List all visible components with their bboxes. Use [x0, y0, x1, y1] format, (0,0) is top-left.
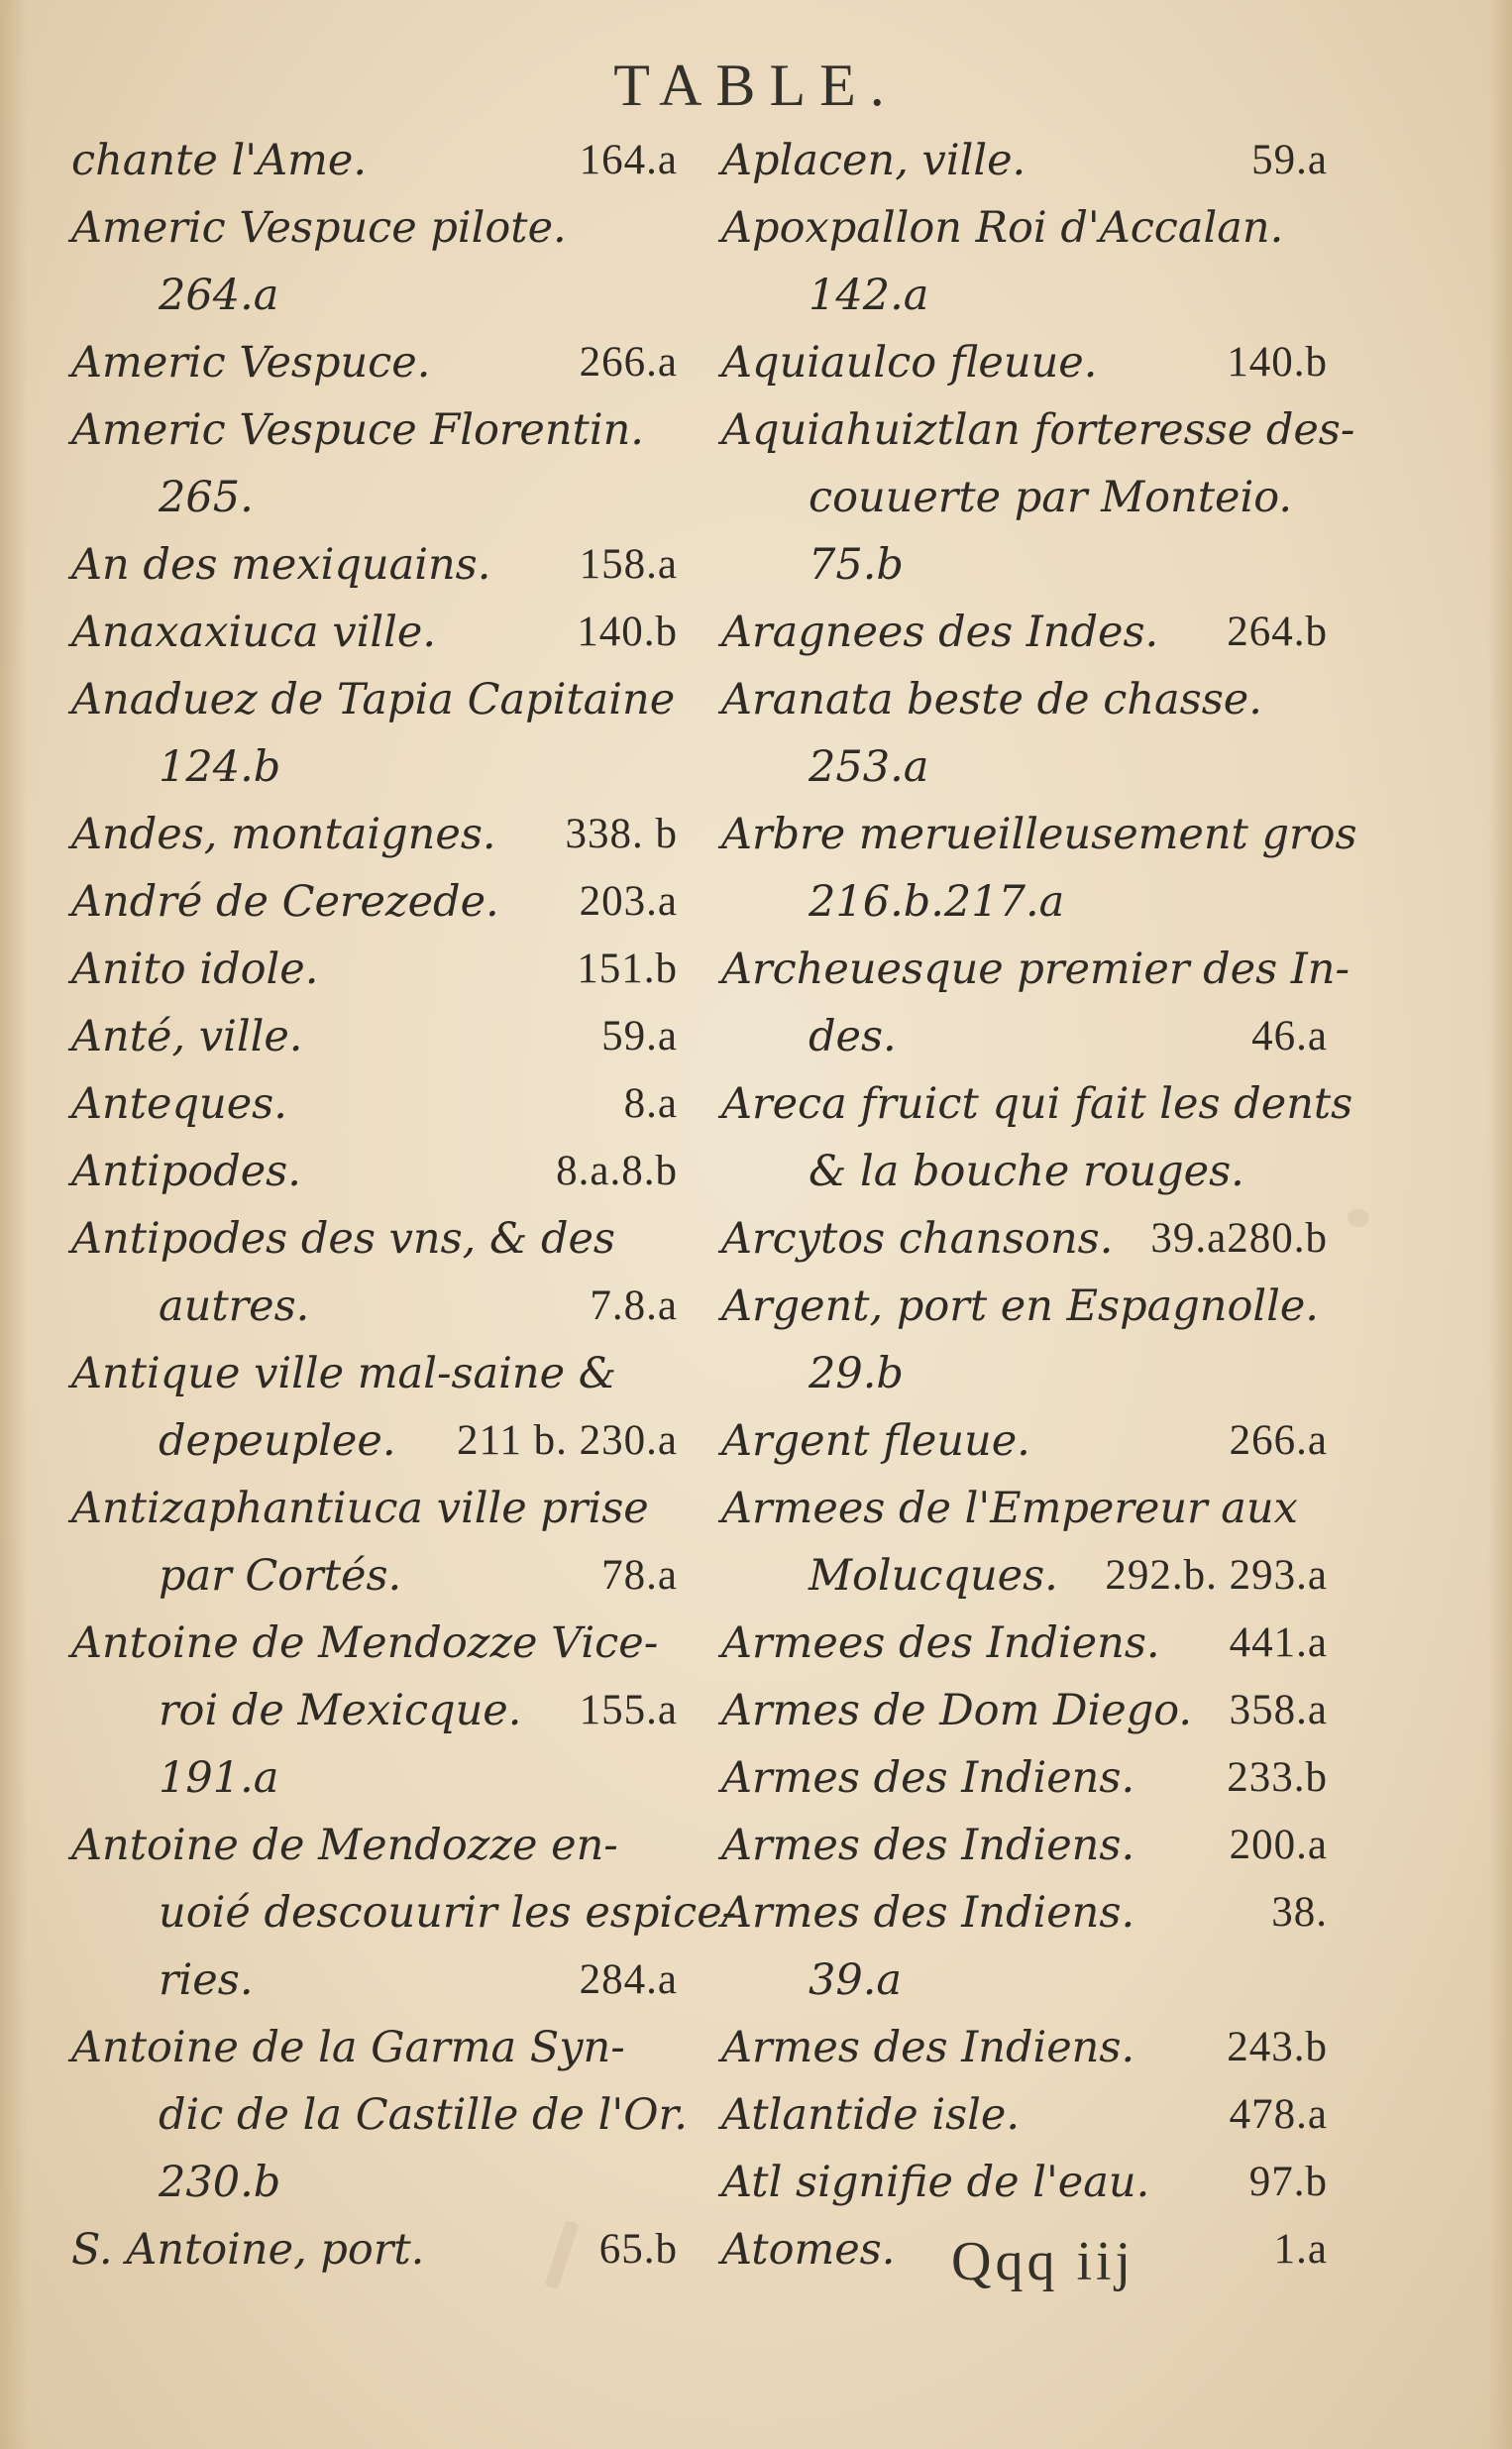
entry-line [721, 1879, 1328, 1947]
entry-text: Areca fruict qui fait les dents [721, 1079, 1353, 1129]
index-entry [721, 127, 1328, 194]
index-entry [71, 2216, 678, 2283]
entry-text: Arbre merueilleusement gros [721, 810, 1357, 859]
index-entry [71, 1475, 678, 1610]
page-reference: 280.b [1227, 1215, 1328, 1262]
entry-line [721, 194, 1328, 262]
page-reference: 151.b [577, 946, 678, 992]
page-reference: 39.a [1150, 1215, 1228, 1262]
entry-continuation-line [721, 1542, 1328, 1610]
index-entry [71, 1003, 678, 1070]
entry-continuation-line [71, 464, 678, 531]
entry-text: 124.b [159, 742, 281, 792]
index-entry [721, 599, 1328, 666]
entry-line [721, 2149, 1328, 2216]
entry-line [71, 194, 678, 262]
entry-continuation-line [71, 2149, 678, 2216]
entry-text: Armes de Dom Diego. [721, 1686, 1193, 1735]
page-reference: 243.b [1227, 2024, 1328, 2070]
entry-line [721, 666, 1328, 733]
entry-text: & la bouche rouges. [809, 1147, 1244, 1196]
entry-continuation-line [721, 1003, 1328, 1070]
page-reference: 97.b [1248, 2159, 1328, 2205]
entry-text: Anito idole. [71, 945, 319, 994]
entry-continuation-line [71, 733, 678, 801]
index-entry [721, 801, 1357, 936]
entry-text: depeuplee. [159, 1416, 396, 1466]
entry-line [721, 801, 1357, 868]
entry-text: Aquiaulco fleuue. [721, 338, 1098, 388]
index-entry [71, 1070, 678, 1138]
page-reference: 46.a [1251, 1013, 1328, 1059]
entry-continuation-line [721, 531, 1328, 599]
entry-text: dic de la Castille de l'Or. [159, 2090, 688, 2140]
index-entry [71, 127, 678, 194]
index-entry [721, 1273, 1328, 1407]
page-reference: 140.b [1227, 339, 1328, 386]
page-reference: 155.a [579, 1687, 678, 1733]
index-entry [721, 2014, 1328, 2081]
page-reference: 59.a [1251, 137, 1328, 183]
entry-text: 265. [159, 473, 254, 522]
index-column-right [721, 127, 1357, 2283]
entry-continuation-line [71, 262, 678, 329]
entry-text: ries. [159, 1955, 254, 2005]
index-entry [721, 2081, 1328, 2149]
entry-text: 191.a [159, 1753, 279, 1803]
entry-text: Antique ville mal-saine & [71, 1349, 617, 1398]
index-entry [71, 329, 678, 396]
entry-line [71, 666, 678, 733]
index-entry [71, 1812, 737, 2014]
entry-line [71, 1812, 678, 1879]
entry-line [71, 1610, 678, 1677]
entry-text: 253.a [809, 742, 929, 792]
index-entry [721, 1475, 1328, 1610]
index-entry [71, 868, 678, 936]
entry-text: Anteques. [71, 1079, 287, 1129]
page-reference: 211 b. 230.a [457, 1417, 678, 1464]
page-reference: 203.a [579, 878, 678, 925]
entry-text: 216.b.217.a [809, 877, 1065, 927]
index-entry [71, 801, 678, 868]
entry-continuation-line [71, 1273, 678, 1340]
entry-text: Anté, ville. [71, 1012, 303, 1061]
entry-line [721, 1475, 1328, 1542]
index-entry [721, 1407, 1328, 1475]
index-entry [721, 1744, 1328, 1812]
page-reference: 8.a [623, 1080, 678, 1127]
entry-text: chante l'Ame. [71, 136, 368, 185]
entry-text: Atomes. [721, 2225, 896, 2275]
entry-text: Anaduez de Tapia Capitaine [71, 675, 676, 724]
entry-text: Antoine de Mendozze Vice- [71, 1618, 659, 1668]
entry-line [71, 936, 678, 1003]
entry-line [721, 329, 1328, 396]
entry-line [721, 2014, 1328, 2081]
entry-line [721, 1812, 1328, 1879]
entry-line [71, 531, 678, 599]
entry-line [721, 1677, 1328, 1744]
index-entry [721, 194, 1328, 329]
index-entry [71, 1610, 678, 1812]
index-entry [71, 666, 678, 801]
entry-line [71, 329, 678, 396]
entry-text: Antipodes des vns, & des [71, 1214, 615, 1264]
page-reference: 59.a [601, 1013, 678, 1059]
page-reference: 233.b [1227, 1754, 1328, 1801]
entry-text: Atl signifie de l'eau. [721, 2158, 1150, 2207]
entry-text: Antoine de la Garma Syn- [71, 2023, 625, 2072]
index-entry [721, 396, 1355, 599]
index-entry [721, 1879, 1328, 2014]
entry-line [71, 1003, 678, 1070]
entry-text: roi de Mexicque. [159, 1686, 522, 1735]
entry-text: 230.b [159, 2158, 281, 2207]
entry-text: S. Antoine, port. [71, 2225, 425, 2275]
entry-line [721, 1273, 1328, 1340]
entry-line [71, 1205, 678, 1273]
entry-continuation-line [71, 1407, 678, 1475]
entry-continuation-line [71, 1947, 678, 2014]
entry-line [71, 1138, 678, 1205]
index-entry [721, 1812, 1328, 1879]
ink-spot [1348, 1209, 1369, 1227]
page-reference: 38. [1271, 1889, 1328, 1936]
entry-text: An des mexiquains. [71, 540, 491, 590]
entry-text: 75.b [809, 540, 904, 590]
entry-text: uoié descouurir les espice- [159, 1888, 737, 1938]
entry-text: 29.b [809, 1349, 904, 1398]
entry-line [721, 1070, 1353, 1138]
entry-text: 264.a [159, 271, 279, 320]
page-reference: 140.b [577, 609, 678, 655]
entry-text: Aplacen, ville. [721, 136, 1026, 185]
entry-text: Armes des Indiens. [721, 1821, 1135, 1870]
page-reference: 8.a.8.b [556, 1148, 678, 1194]
entry-continuation-line [71, 1879, 737, 1947]
index-column-left [71, 127, 737, 2283]
entry-text: 39.a [809, 1955, 903, 2005]
entry-line [71, 396, 678, 464]
index-entry [71, 531, 678, 599]
page-reference: 158.a [579, 541, 678, 588]
entry-line [721, 1407, 1328, 1475]
entry-line [71, 127, 678, 194]
entry-continuation-line [721, 733, 1328, 801]
index-entry [71, 2014, 688, 2216]
page-header: TABLE. [613, 53, 899, 118]
index-entry [71, 396, 678, 531]
entry-text: par Cortés. [159, 1551, 402, 1601]
page-reference: 338. b [565, 811, 678, 857]
entry-text: Antizaphantiuca ville prise [71, 1484, 649, 1533]
index-entry [71, 1205, 678, 1340]
index-entry [721, 1205, 1328, 1273]
signature-mark: Qqq iij [951, 2231, 1135, 2292]
page-reference: 441.a [1229, 1619, 1328, 1666]
entry-continuation-line [721, 868, 1328, 936]
entry-text: 142.a [809, 271, 929, 320]
entry-text: Americ Vespuce pilote. [71, 203, 567, 253]
page-reference: 358.a [1229, 1687, 1328, 1733]
entry-text: Apoxpallon Roi d'Accalan. [721, 203, 1284, 253]
index-entry [721, 936, 1350, 1070]
entry-text: Antipodes. [71, 1147, 301, 1196]
index-entry [71, 936, 678, 1003]
page-reference: 1.a [1273, 2226, 1328, 2273]
entry-text: Americ Vespuce Florentin. [71, 405, 644, 455]
entry-line [71, 1475, 678, 1542]
index-entry [71, 599, 678, 666]
entry-continuation-line [71, 2081, 688, 2149]
entry-text: Archeuesque premier des In- [721, 945, 1350, 994]
entry-continuation-line [71, 1677, 678, 1744]
entry-text: Andes, montaignes. [71, 810, 496, 859]
entry-text: Armees des Indiens. [721, 1618, 1160, 1668]
entry-line [721, 936, 1350, 1003]
entry-line [71, 2216, 678, 2283]
entry-text: Arcytos chansons. [721, 1214, 1114, 1264]
page-reference: 164.a [579, 137, 678, 183]
entry-text: Aranata beste de chasse. [721, 675, 1262, 724]
page-reference: 264.b [1227, 609, 1328, 655]
entry-text: Armes des Indiens. [721, 2023, 1135, 2072]
index-entry [721, 2149, 1328, 2216]
page-reference: 292.b. 293.a [1105, 1552, 1328, 1599]
entry-line [721, 1610, 1328, 1677]
page-reference: 266.a [1229, 1417, 1328, 1464]
page-reference: 7.8.a [590, 1282, 678, 1329]
entry-line [721, 1744, 1328, 1812]
entry-line [71, 868, 678, 936]
entry-continuation-line [721, 1340, 1328, 1407]
entry-text: Armes des Indiens. [721, 1753, 1135, 1803]
entry-text: Armees de l'Empereur aux [721, 1484, 1298, 1533]
entry-text: André de Cerezede. [71, 877, 499, 927]
entry-text: Atlantide isle. [721, 2090, 1021, 2140]
entry-continuation-line [71, 1542, 678, 1610]
index-entry [721, 329, 1328, 396]
entry-continuation-line [721, 262, 1328, 329]
entry-text: Anaxaxiuca ville. [71, 608, 437, 657]
entry-continuation-line [721, 1947, 1328, 2014]
page-reference: 478.a [1229, 2091, 1328, 2138]
entry-text: Antoine de Mendozze en- [71, 1821, 618, 1870]
index-entry [71, 1138, 678, 1205]
entry-line [721, 599, 1328, 666]
entry-continuation-line [721, 464, 1328, 531]
entry-text: Argent fleuue. [721, 1416, 1030, 1466]
entry-line [721, 1205, 1328, 1273]
index-entry [721, 666, 1328, 801]
entry-text: Armes des Indiens. [721, 1888, 1135, 1938]
entry-text: Argent, port en Espagnolle. [721, 1281, 1319, 1331]
entry-text: Aragnees des Indes. [721, 608, 1159, 657]
entry-text: des. [809, 1012, 897, 1061]
entry-text: Americ Vespuce. [71, 338, 431, 388]
entry-line [71, 599, 678, 666]
entry-line [71, 1340, 678, 1407]
page-reference: 284.a [579, 1956, 678, 2003]
index-entry [71, 1340, 678, 1475]
entry-text: Aquiahuiztlan forteresse des- [721, 405, 1355, 455]
entry-line [721, 127, 1328, 194]
page-reference: 65.b [598, 2226, 678, 2273]
entry-line [71, 2014, 678, 2081]
entry-line [71, 1070, 678, 1138]
page-reference: 200.a [1229, 1822, 1328, 1868]
entry-line [721, 396, 1355, 464]
entry-continuation-line [71, 1744, 678, 1812]
page-reference: 78.a [601, 1552, 678, 1599]
index-entry [71, 194, 678, 329]
entry-line [721, 2081, 1328, 2149]
entry-text: autres. [159, 1281, 310, 1331]
entry-line [71, 801, 678, 868]
index-entry [721, 1677, 1328, 1744]
page-reference: 266.a [579, 339, 678, 386]
entry-text: Molucques. [809, 1551, 1058, 1601]
entry-text: couuerte par Monteio. [809, 473, 1293, 522]
index-entry [721, 1610, 1328, 1677]
